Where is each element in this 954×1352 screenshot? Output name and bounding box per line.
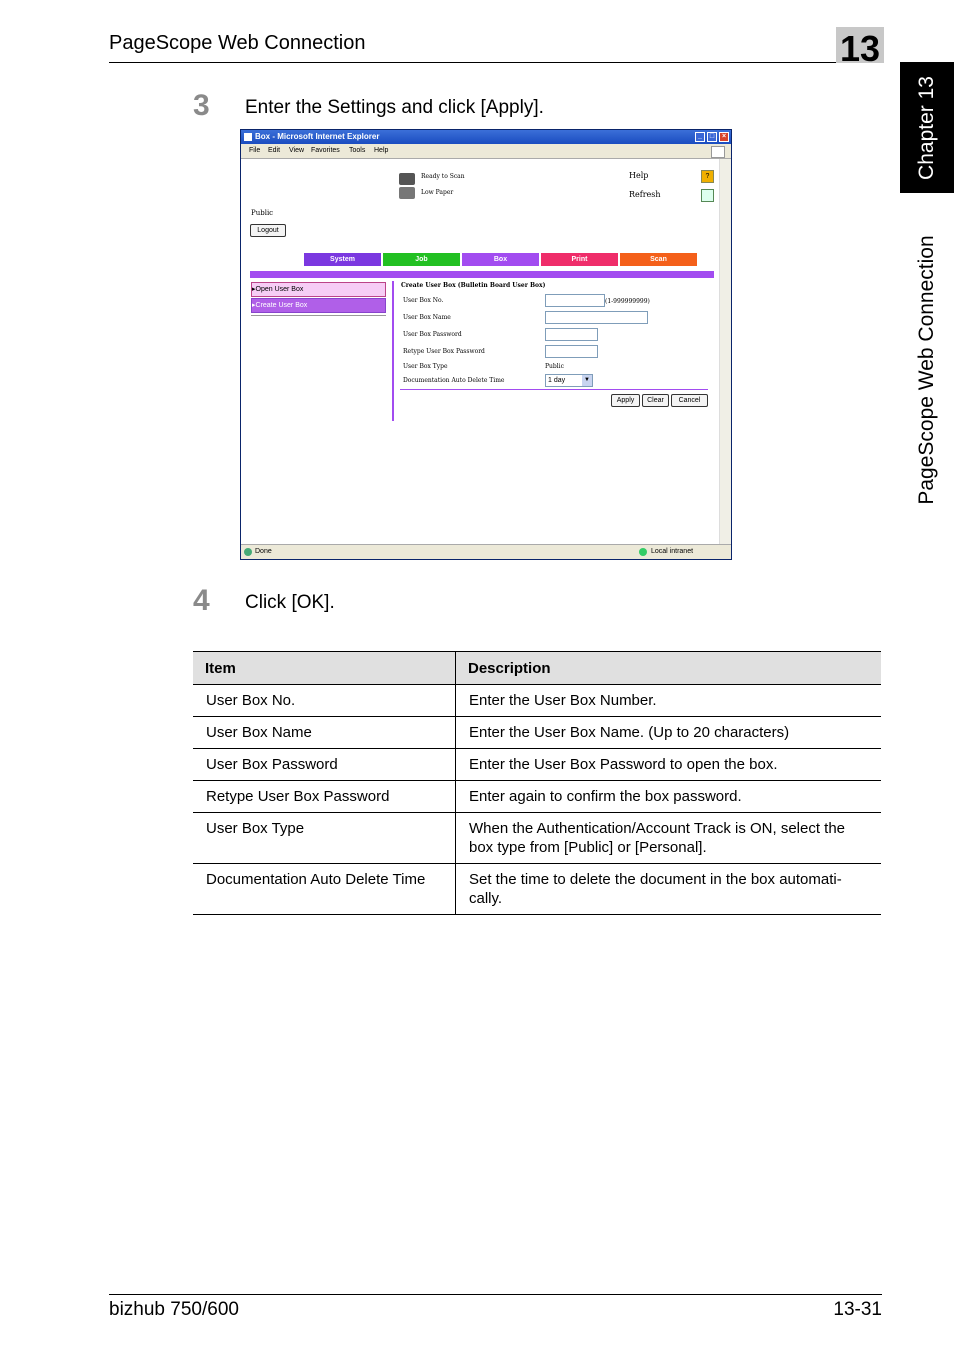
box-name-field[interactable]	[545, 311, 648, 324]
tab-print[interactable]: Print	[541, 253, 618, 266]
column-header-description: Description	[456, 652, 882, 685]
table-cell-description: Set the time to delete the document in the box automati-cally.	[456, 864, 882, 915]
footer-model: bizhub 750/600	[109, 1299, 239, 1320]
browser-scrollbar[interactable]	[719, 159, 731, 545]
table-cell-description: Enter the User Box Password to open the box.	[456, 749, 882, 781]
settings-table	[193, 651, 881, 915]
form-rule	[400, 389, 708, 390]
table-row	[193, 749, 881, 781]
table-row	[193, 864, 881, 915]
ie-logo-icon	[244, 133, 252, 141]
chapter-number: 13	[839, 28, 881, 69]
column-header-item: Item	[193, 652, 456, 685]
printer-icon	[399, 173, 415, 185]
table-cell-description: Enter the User Box Name. (Up to 20 characters)	[456, 717, 882, 749]
status-done: Done	[255, 548, 272, 555]
side-section-label	[900, 205, 954, 535]
help-link[interactable]: Help	[629, 171, 649, 180]
side-chapter-label	[900, 62, 954, 193]
delete-label: Documentation Auto Delete Time	[403, 377, 505, 384]
footer-rule	[109, 1294, 882, 1295]
refresh-link[interactable]: Refresh	[629, 190, 661, 199]
password-field[interactable]	[545, 328, 598, 341]
menu-edit[interactable]: Edit	[268, 147, 281, 154]
intranet-icon	[639, 548, 647, 556]
menu-favorites[interactable]: Favorites	[311, 147, 340, 154]
browser-menu-bar	[241, 144, 731, 159]
table-cell-item: Retype User Box Password	[193, 781, 456, 813]
clear-button[interactable]: Clear	[642, 394, 669, 407]
side-chapter-text: Chapter 13	[915, 75, 938, 180]
maximize-icon[interactable]: □	[707, 132, 717, 142]
menu-open-user-box-label: Open User Box	[255, 286, 304, 293]
step-number-3: 3	[193, 89, 210, 122]
tab-system[interactable]: System	[304, 253, 381, 266]
footer-page-number: 13-31	[833, 1299, 882, 1320]
table-header-row	[193, 652, 881, 685]
menu-create-user-box-label: Create User Box	[255, 302, 308, 309]
menu-view[interactable]: View	[289, 147, 305, 154]
delete-select[interactable]	[545, 374, 593, 387]
user-mode: Public	[251, 209, 274, 217]
tab-scan[interactable]: Scan	[620, 253, 697, 266]
status-zone: Local intranet	[651, 548, 694, 555]
delete-value: 1 day	[548, 377, 566, 384]
table-cell-item: User Box Type	[193, 813, 456, 864]
table-cell-item: Documentation Auto Delete Time	[193, 864, 456, 915]
table-row	[193, 781, 881, 813]
type-label: User Box Type	[403, 363, 448, 370]
table-cell-item: User Box Password	[193, 749, 456, 781]
browser-status-bar	[241, 544, 731, 559]
table-cell-description: Enter again to confirm the box password.	[456, 781, 882, 813]
menu-divider	[251, 315, 386, 316]
menu-help[interactable]: Help	[374, 147, 389, 154]
windows-flag-icon	[711, 146, 725, 158]
browser-content	[241, 159, 721, 545]
tab-box[interactable]: Box	[462, 253, 539, 266]
step-number-4: 4	[193, 584, 210, 617]
table-row	[193, 685, 881, 717]
menu-tools[interactable]: Tools	[349, 147, 366, 154]
box-name-label: User Box Name	[403, 314, 451, 321]
content-divider	[392, 281, 394, 421]
table-row	[193, 813, 881, 864]
table-row	[193, 717, 881, 749]
status-paper: Low Paper	[421, 189, 454, 196]
menu-open-user-box[interactable]: ▸Open User Box	[251, 282, 386, 297]
close-icon[interactable]: ×	[719, 132, 729, 142]
running-header-title: PageScope Web Connection	[109, 32, 366, 54]
status-ready: Ready to Scan	[421, 173, 465, 180]
chevron-down-icon: ▼	[582, 375, 592, 386]
ie-page-icon	[244, 548, 252, 556]
browser-title-bar	[241, 130, 731, 144]
logout-button[interactable]: Logout	[250, 224, 286, 237]
refresh-icon[interactable]	[701, 189, 714, 202]
header-rule	[109, 62, 882, 63]
apply-button[interactable]: Apply	[611, 394, 640, 407]
side-section-text: PageScope Web Connection	[915, 235, 938, 505]
step-text-3: Enter the Settings and click [Apply].	[245, 97, 544, 118]
tab-job[interactable]: Job	[383, 253, 460, 266]
cancel-button[interactable]: Cancel	[671, 394, 708, 407]
accent-bar	[250, 271, 714, 278]
form-title: Create User Box (Bulletin Board User Box)	[401, 282, 546, 289]
menu-create-user-box[interactable]: ▸Create User Box	[251, 298, 386, 313]
box-no-field[interactable]	[545, 294, 605, 307]
box-no-label: User Box No.	[403, 297, 444, 304]
minimize-icon[interactable]: _	[695, 132, 705, 142]
box-no-hint: (1-999999999)	[605, 298, 650, 305]
table-cell-item: User Box Name	[193, 717, 456, 749]
browser-screenshot	[240, 129, 732, 560]
step-text-4: Click [OK].	[245, 592, 335, 613]
table-cell-description: When the Authentication/Account Track is ON, select the box type from [Public] or [Personal].	[456, 813, 882, 864]
warning-printer-icon	[399, 187, 415, 199]
help-icon[interactable]: ?	[701, 170, 714, 183]
browser-title: Box - Microsoft Internet Explorer	[255, 132, 380, 141]
password-label: User Box Password	[403, 331, 462, 338]
retype-field[interactable]	[545, 345, 598, 358]
table-cell-description: Enter the User Box Number.	[456, 685, 882, 717]
retype-label: Retype User Box Password	[403, 348, 485, 355]
table-cell-item: User Box No.	[193, 685, 456, 717]
menu-file[interactable]: File	[249, 147, 261, 154]
type-value: Public	[545, 363, 564, 370]
